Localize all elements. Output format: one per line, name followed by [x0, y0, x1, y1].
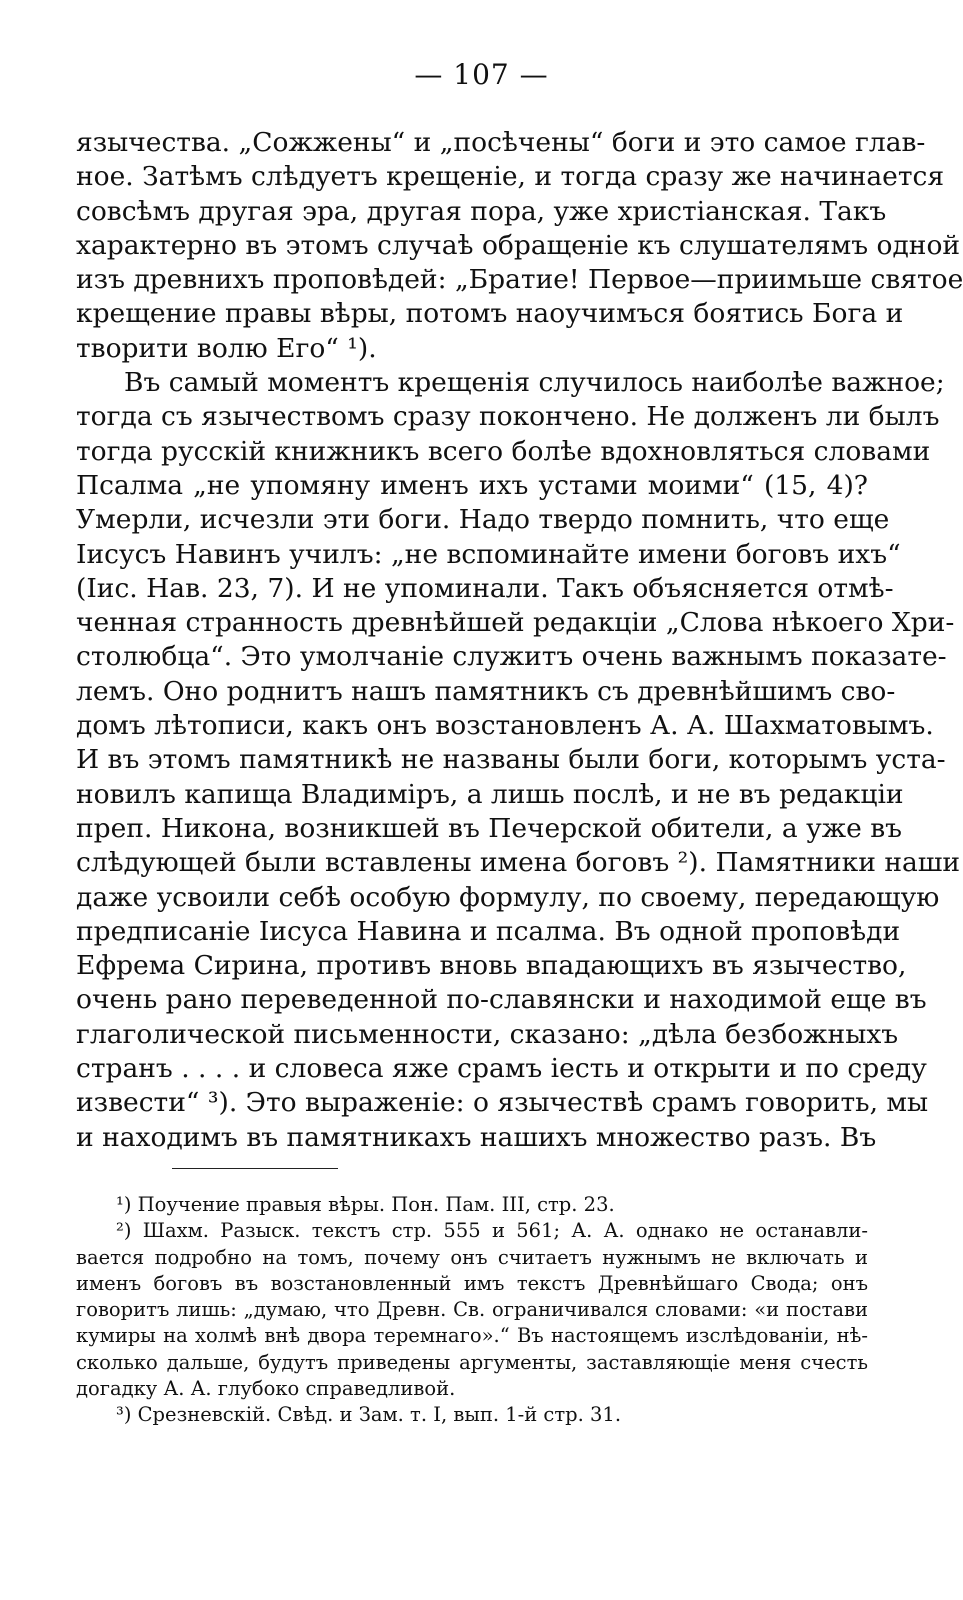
- text-line: Умерли, исчезли эти боги. Надо твердо помнить, что еще: [76, 504, 890, 536]
- footnote-line: вается подробно на томъ, почему онъ считаетъ нужнымъ не включать и: [76, 1245, 868, 1269]
- text-line: язычества. „Сожжены“ и „посѣчены“ боги и это самое глав-: [76, 127, 926, 158]
- text-line: предписаніе Іисуса Навина и псалма. Въ одной проповѣди: [76, 915, 901, 947]
- text-line: Іисусъ Навинъ училъ: „не вспоминайте имени боговъ ихъ“: [76, 538, 901, 570]
- text-line: домъ лѣтописи, какъ онъ возстановленъ А. А. Шахматовымъ.: [76, 710, 934, 742]
- footnote-line: ³) Срезневскій. Свѣд. и Зам. т. I, вып. 1-й стр. 31.: [116, 1403, 622, 1427]
- text-line: Въ самый моментъ крещенія случилось наиболѣе важное;: [124, 367, 945, 399]
- text-line: ное. Затѣмъ слѣдуетъ крещеніе, и тогда сразу же начинается: [76, 161, 945, 193]
- text-line: Ефрема Сирина, противъ вновь впадающихъ въ язычество,: [76, 950, 907, 982]
- text-line: творити волю Его“ ¹).: [76, 332, 377, 364]
- text-line: лемъ. Оно роднитъ нашъ памятникъ съ древнѣйшимъ сво-: [76, 675, 896, 707]
- footnote-line: ²) Шахм. Разыск. текстъ стр. 555 и 561; А. А. однако не останавли-: [116, 1219, 868, 1243]
- text-line: слѣдующей были вставлены имена боговъ ²). Памятники наши: [76, 847, 961, 879]
- page-number: — 107 —: [414, 58, 549, 91]
- text-line: даже усвоили себѣ особую формулу, по своему, передающую: [76, 881, 940, 913]
- text-line: тогда русскій книжникъ всего болѣе вдохновляться словами: [76, 435, 931, 467]
- footnote-line: ¹) Поучение правыя вѣры. Пон. Пам. III, стр. 23.: [116, 1193, 615, 1216]
- text-line: глаголической письменности, сказано: „дѣла безбожныхъ: [76, 1018, 899, 1050]
- text-line: преп. Никона, возникшей въ Печерской обители, а уже въ: [76, 812, 902, 844]
- footnote-line: сколько дальше, будутъ приведены аргументы, заставляющіе меня счесть: [76, 1350, 868, 1374]
- text-line: очень рано переведенной по-славянски и находимой еще въ: [76, 984, 927, 1016]
- footnote-line: догадку А. А. глубоко справедливой.: [76, 1377, 456, 1401]
- main-text: [76, 126, 963, 1155]
- footnote-line: именъ боговъ въ возстановленный имъ текстъ Древнѣйшаго Свода; онъ: [76, 1271, 868, 1295]
- text-line: и находимъ въ памятникахъ нашихъ множество разъ. Въ: [76, 1121, 877, 1153]
- text-line: ченная странность древнѣйшей редакціи „Слова нѣкоего Хри-: [76, 607, 955, 639]
- footnote-separator: [172, 1168, 338, 1169]
- footnote-line: кумиры на холмѣ внѣ двора теремнаго».“ Въ настоящемъ изслѣдованіи, нѣ-: [76, 1324, 868, 1348]
- text-line: совсѣмъ другая эра, другая пора, уже христіанская. Такъ: [76, 195, 887, 227]
- text-line: извести“ ³). Это выраженіе: о язычествѣ срамъ говорить, мы: [76, 1087, 929, 1119]
- text-line: крещение правы вѣры, потомъ наоучимъся боятись Бога и: [76, 298, 904, 330]
- text-line: новилъ капища Владиміръ, а лишь послѣ, и не въ редакціи: [76, 778, 904, 810]
- footnotes: [76, 1192, 868, 1429]
- text-line: И въ этомъ памятникѣ не названы были боги, которымъ уста-: [76, 744, 946, 776]
- text-line: Псалма „не упомяну именъ ихъ устами моими“ (15, 4)?: [76, 469, 868, 501]
- text-line: тогда съ язычествомъ сразу покончено. Не долженъ ли былъ: [76, 401, 940, 433]
- footnote-line: говоритъ лишь: „думаю, что Древн. Св. ограничивался словами: «и постави: [76, 1298, 868, 1322]
- text-line: (Іис. Нав. 23, 7). И не упоминали. Такъ объясняется отмѣ-: [76, 572, 894, 604]
- text-line: странъ . . . . и словеса яже срамъ іесть и открыти и по среду: [76, 1053, 927, 1085]
- text-line: изъ древнихъ проповѣдей: „Братие! Первое—приимьше святое: [76, 264, 963, 296]
- text-line: столюбца“. Это умолчаніе служитъ очень важнымъ показате-: [76, 641, 947, 673]
- text-line: характерно въ этомъ случаѣ обращеніе къ слушателямъ одной: [76, 229, 961, 261]
